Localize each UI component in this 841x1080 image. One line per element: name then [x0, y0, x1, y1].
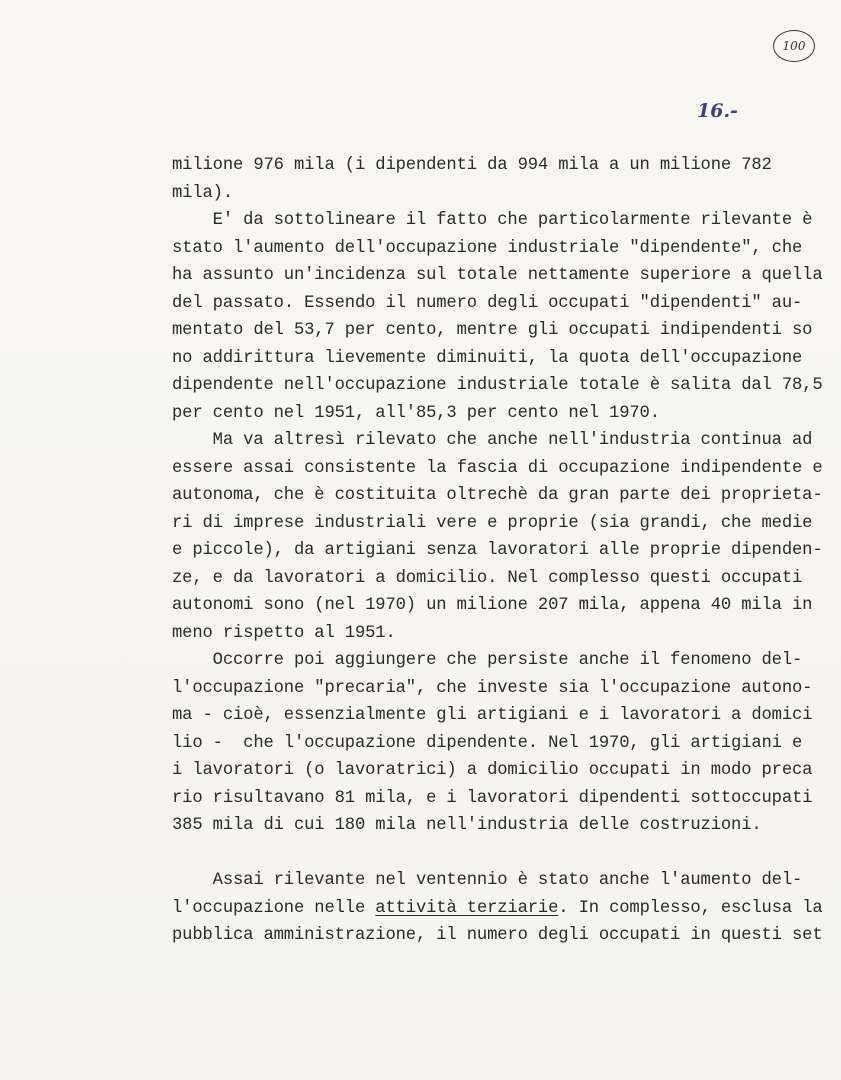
text-line — [172, 895, 822, 923]
text-line: ze, e da lavoratori a domicilio. Nel complesso questi occupati — [172, 568, 803, 588]
text-line: lio - che l'occupazione dipendente. Nel 1970, gli artigiani e — [172, 733, 803, 753]
text-segment: l'occupazione nelle — [172, 898, 376, 918]
page-number: 16.- — [697, 100, 738, 122]
text-line: Occorre poi aggiungere che persiste anche il fenomeno del- — [172, 651, 803, 670]
text-line: Ma va altresì rilevato che anche nell'industria continua ad — [172, 431, 813, 450]
text-line: stato l'aumento dell'occupazione industriale "dipendente", che — [172, 238, 803, 258]
text-line: i lavoratori (o lavoratrici) a domicilio occupati in modo preca — [172, 761, 813, 780]
text-line: rio risultavano 81 mila, e i lavoratori dipendenti sottoccupati — [172, 788, 813, 808]
text-line: Assai rilevante nel ventennio è stato anche l'aumento del- — [172, 871, 803, 890]
paragraph-gap — [172, 840, 822, 868]
text-line: no addirittura lievemente diminuiti, la quota dell'occupazione — [172, 348, 803, 368]
text-line: per cento nel 1951, all'85,3 per cento nel 1970. — [172, 403, 660, 423]
text-line: autonomi sono (nel 1970) un milione 207 mila, appena 40 mila in — [172, 596, 813, 615]
text-line: mentato del 53,7 per cento, mentre gli occupati indipendenti so — [172, 321, 813, 340]
text-line: l'occupazione "precaria", che investe sia l'occupazione autono- — [172, 678, 813, 698]
text-line: autonoma, che è costituita oltrechè da gran parte dei proprieta- — [172, 486, 823, 505]
text-line: E' da sottolineare il fatto che particolarmente rilevante è — [172, 211, 813, 230]
text-line: ri di imprese industriali vere e proprie (sia grandi, che medie — [172, 513, 813, 533]
text-line: meno rispetto al 1951. — [172, 623, 396, 643]
body-text — [172, 152, 822, 950]
archive-stamp: 100 — [773, 30, 815, 62]
text-line: dipendente nell'occupazione industriale totale è salita dal 78,5 — [172, 376, 823, 395]
text-segment: . In complesso, esclusa la — [558, 898, 823, 918]
underlined-phrase: attività terziarie — [375, 898, 559, 918]
text-line: ma - cioè, essenzialmente gli artigiani e i lavoratori a domici — [172, 706, 813, 725]
text-line: e piccole), da artigiani senza lavoratori alle proprie dipenden- — [172, 541, 823, 560]
text-line: 385 mila di cui 180 mila nell'industria delle costruzioni. — [172, 816, 762, 835]
text-line: essere assai consistente la fascia di occupazione indipendente e — [172, 458, 823, 478]
text-line: pubblica amministrazione, il numero degli occupati in questi set — [172, 926, 823, 945]
text-line: del passato. Essendo il numero degli occupati "dipendenti" au- — [172, 293, 803, 313]
text-line: ha assunto un'incidenza sul totale nettamente superiore a quella — [172, 266, 823, 285]
text-line: milione 976 mila (i dipendenti da 994 mila a un milione 782 — [172, 156, 772, 175]
text-line: mila). — [172, 183, 233, 203]
